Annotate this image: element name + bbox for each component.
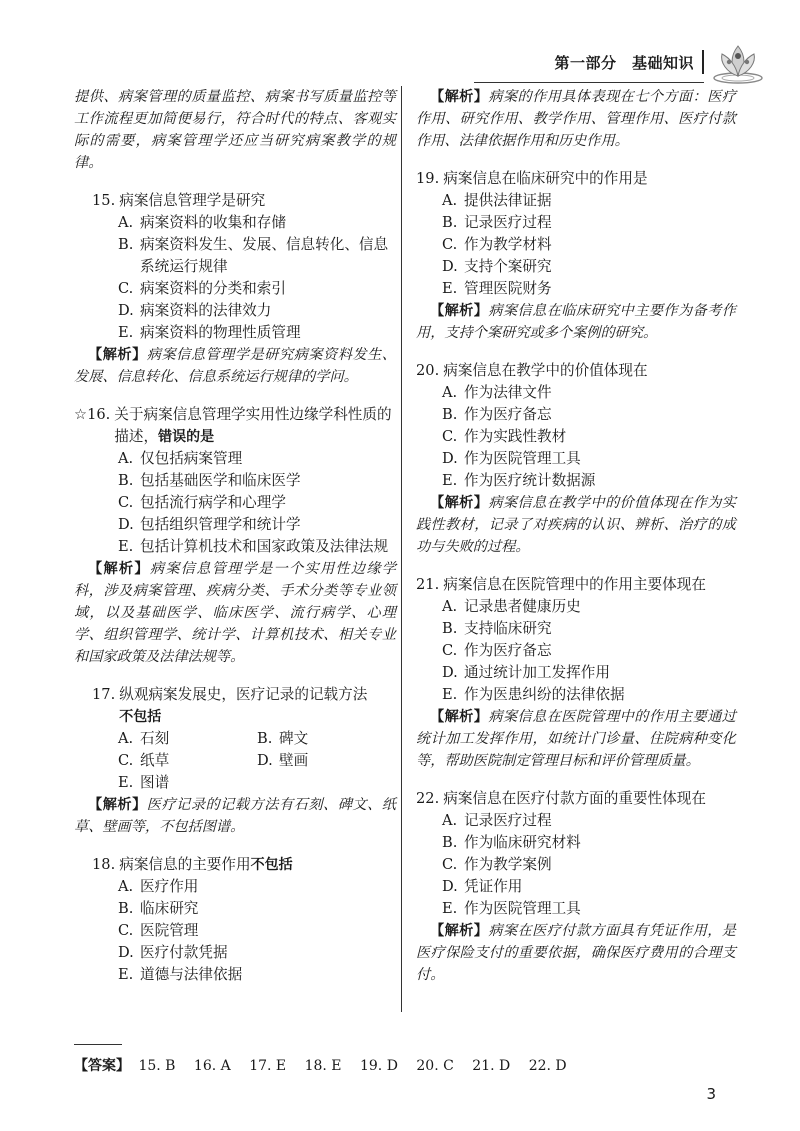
option-c: C. 病案资料的分类和索引 xyxy=(118,280,286,297)
right-column xyxy=(416,86,736,986)
option-row xyxy=(118,772,396,794)
question-stem: 纵观病案发展史，医疗记录的记载方法 不包括 xyxy=(119,686,368,725)
option-a: A. 作为法律文件 xyxy=(442,384,552,401)
option-d: D. 包括组织管理学和统计学 xyxy=(118,516,301,533)
option-a: A. 仅包括病案管理 xyxy=(118,450,243,467)
option-d: D. 壁画 xyxy=(257,752,309,769)
explanation: 【解析】病案在医疗付款方面具有凭证作用，是医疗保险支付的重要依据，确保医疗费用的合理支付。 xyxy=(416,923,736,983)
question-number: 22. xyxy=(416,790,440,807)
option-d: D. 病案资料的法律效力 xyxy=(118,302,272,319)
question-stem: 病案信息的主要作用不包括 xyxy=(119,856,293,873)
question-number: 19. xyxy=(416,170,440,187)
answer-item: 19. D xyxy=(359,1058,398,1074)
section-title: 第一部分 基础知识 xyxy=(554,54,694,72)
option-d: D. 支持个案研究 xyxy=(442,258,552,275)
question-stem: 关于病案信息管理学实用性边缘学科性质的描述，错误的是 xyxy=(114,406,392,445)
explanation: 【解析】病案信息在医院管理中的作用主要通过统计加工发挥作用，如统计门诊量、住院病种变化等，帮助医院制定管理目标和评价管理质量。 xyxy=(416,709,736,769)
question-stem: 病案信息在教学中的价值体现在 xyxy=(443,362,648,379)
answers-rule xyxy=(74,1044,122,1045)
question-21 xyxy=(416,574,736,772)
option-b: B. 记录医疗过程 xyxy=(442,214,552,231)
option-e: E. 作为医患纠纷的法律依据 xyxy=(442,686,625,703)
answer-key xyxy=(74,1055,581,1075)
question-17 xyxy=(74,684,396,838)
option-b: B. 病案资料发生、发展、信息转化、信息系统运行规律 xyxy=(118,236,389,275)
answer-item: 15. B xyxy=(138,1058,176,1074)
answer-item: 18. E xyxy=(304,1058,342,1074)
option-b: B. 作为临床研究材料 xyxy=(442,834,581,851)
question-number: 18. xyxy=(92,856,116,873)
question-18 xyxy=(74,854,396,986)
question-number: ☆16. xyxy=(74,406,111,423)
option-e: E. 病案资料的物理性质管理 xyxy=(118,324,301,341)
question-number: 21. xyxy=(416,576,440,593)
page-header xyxy=(6,40,766,90)
option-c: C. 包括流行病学和心理学 xyxy=(118,494,286,511)
option-e: E. 图谱 xyxy=(118,774,170,791)
page-number: 3 xyxy=(706,1085,716,1103)
answer-item: 16. A xyxy=(193,1058,231,1074)
option-a: A. 记录医疗过程 xyxy=(442,812,552,829)
option-c: C. 作为医疗备忘 xyxy=(442,642,552,659)
question-number: 17. xyxy=(92,686,116,703)
option-d: D. 通过统计加工发挥作用 xyxy=(442,664,610,681)
question-20 xyxy=(416,360,736,558)
answer-key-label: 【答案】 xyxy=(74,1058,130,1074)
option-e: E. 作为医疗统计数据源 xyxy=(442,472,596,489)
option-e: E. 道德与法律依据 xyxy=(118,966,243,983)
option-b: B. 作为医疗备忘 xyxy=(442,406,552,423)
option-e: E. 作为医院管理工具 xyxy=(442,900,581,917)
question-number: 15. xyxy=(92,192,116,209)
option-a: A. 医疗作用 xyxy=(118,878,199,895)
answer-item: 20. C xyxy=(416,1058,454,1074)
intro-paragraph: 提供、病案管理的质量监控、病案书写质量监控等工作流程更加简便易行，符合时代的特点、客观实际的需要，病案管理学还应当研究病案教学的规律。 xyxy=(74,89,396,171)
option-c: C. 医院管理 xyxy=(118,922,199,939)
option-c: C. 作为实践性教材 xyxy=(442,428,567,445)
option-c: C. 作为教学材料 xyxy=(442,236,552,253)
option-b: B. 支持临床研究 xyxy=(442,620,552,637)
explanation: 【解析】病案信息在临床研究中主要作为备考作用，支持个案研究或多个案例的研究。 xyxy=(416,303,736,341)
question-22 xyxy=(416,788,736,986)
question-16 xyxy=(74,404,396,668)
answer-item: 17. E xyxy=(249,1058,287,1074)
option-e: E. 管理医院财务 xyxy=(442,280,552,297)
header-rule xyxy=(474,82,704,83)
option-e: E. 包括计算机技术和国家政策及法律法规 xyxy=(118,538,389,555)
lotus-logo-icon xyxy=(710,34,766,90)
option-a: A. 病案资料的收集和存储 xyxy=(118,214,286,231)
question-15 xyxy=(74,190,396,388)
answer-item: 22. D xyxy=(528,1058,567,1074)
option-c: C. 纸草 xyxy=(118,752,170,769)
option-d: D. 凭证作用 xyxy=(442,878,523,895)
explanation: 【解析】病案信息管理学是研究病案资料发生、发展、信息转化、信息系统运行规律的学问。 xyxy=(74,347,396,385)
question-stem: 病案信息在医院管理中的作用主要体现在 xyxy=(443,576,706,593)
explanation: 【解析】病案的作用具体表现在七个方面：医疗作用、研究作用、教学作用、管理作用、医疗付款作用、法律依据作用和历史作用。 xyxy=(416,89,736,149)
option-a: A. 石刻 xyxy=(118,730,170,747)
option-d: D. 医疗付款凭据 xyxy=(118,944,228,961)
option-row xyxy=(118,750,396,772)
question-stem: 病案信息在医疗付款方面的重要性体现在 xyxy=(443,790,706,807)
question-stem: 病案信息在临床研究中的作用是 xyxy=(443,170,648,187)
option-row xyxy=(118,728,396,750)
column-divider xyxy=(401,86,402,1012)
explanation: 【解析】病案信息管理学是一个实用性边缘学科，涉及病案管理、疾病分类、手术分类等专业领域，以及基础医学、临床医学、流行病学、心理学、组织管理学、统计学、计算机技术、相关专业和国家政策及法律法规等。 xyxy=(74,561,396,665)
option-b: B. 包括基础医学和临床医学 xyxy=(118,472,301,489)
option-a: A. 记录患者健康历史 xyxy=(442,598,581,615)
question-number: 20. xyxy=(416,362,440,379)
left-column xyxy=(74,86,396,986)
question-stem: 病案信息管理学是研究 xyxy=(119,192,266,209)
header-divider-bar xyxy=(702,50,704,74)
option-b: B. 碑文 xyxy=(257,730,309,747)
question-19 xyxy=(416,168,736,344)
explanation: 【解析】病案信息在教学中的价值体现在作为实践性教材，记录了对疾病的认识、辨析、治疗的成功与失败的过程。 xyxy=(416,495,736,555)
option-b: B. 临床研究 xyxy=(118,900,199,917)
option-c: C. 作为教学案例 xyxy=(442,856,552,873)
option-a: A. 提供法律证据 xyxy=(442,192,552,209)
answer-item: 21. D xyxy=(472,1058,511,1074)
explanation: 【解析】医疗记录的记载方法有石刻、碑文、纸草、壁画等，不包括图谱。 xyxy=(74,797,396,835)
option-d: D. 作为医院管理工具 xyxy=(442,450,581,467)
